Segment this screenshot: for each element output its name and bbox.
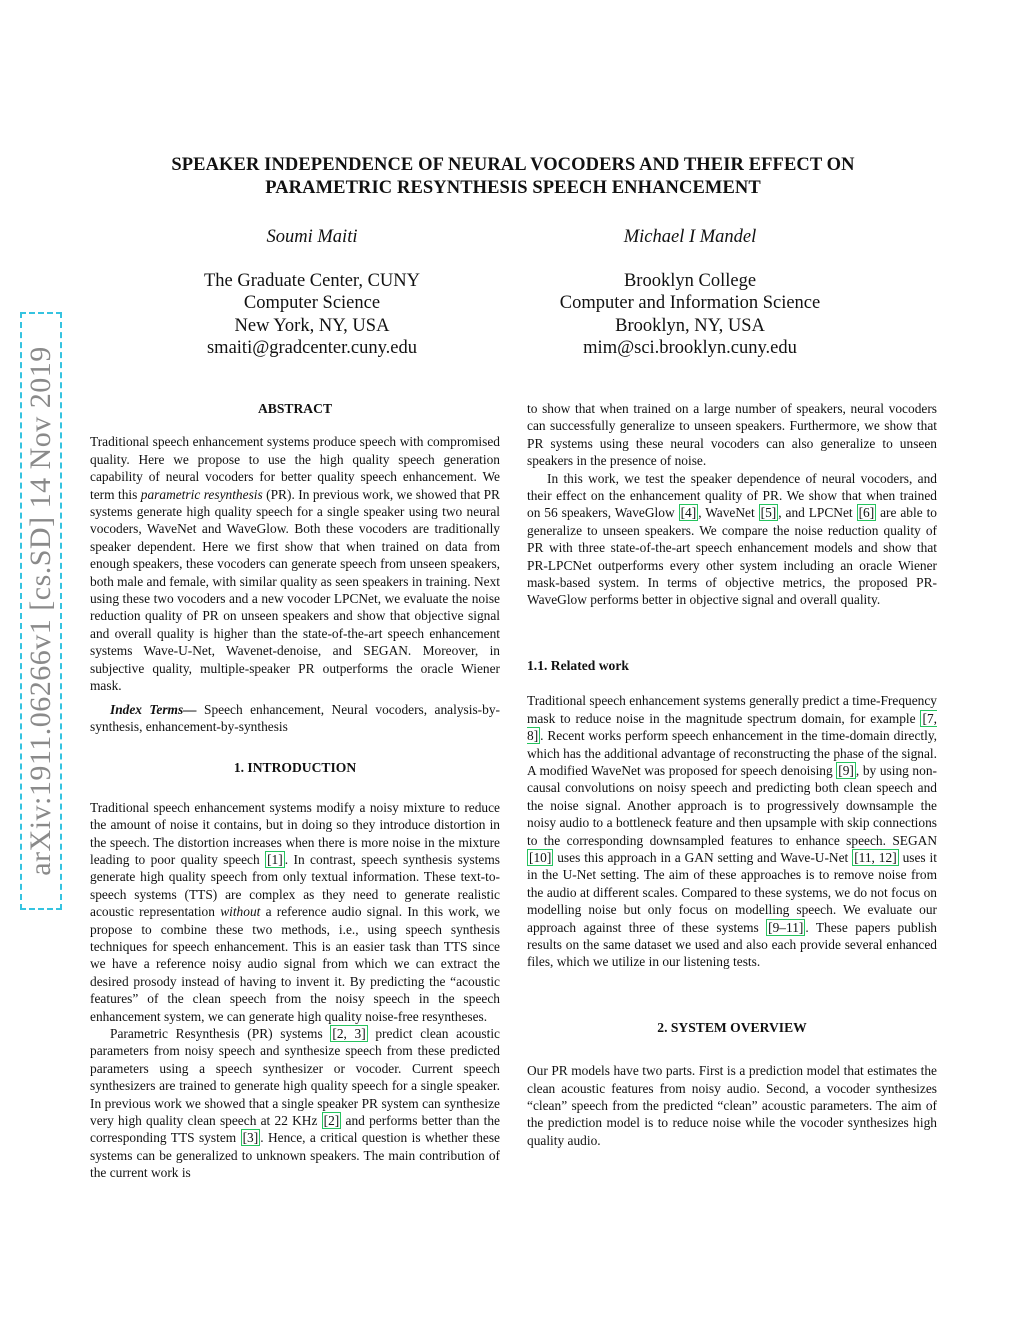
author-block-2 — [480, 226, 900, 360]
related-work-paragraph: Traditional speech enhancement systems generally predict a time-Frequency mask to reduce noise in the magnitude spectrum domain, for example [7, 8] . Recent works perform speech enhancement in the time-domain directly, which has the additional advantage of reconstructing the phase of the signal. A modified WaveNet was proposed for speech denoising [9] , by using non-causal convolutions on noisy speech and predicting both clean speech and the noise signal. Another approach is to progressively downsample the noisy audio to a bottleneck feature and then upsample with skip connections to the corresponding downsampled features to enhance speech. SEGAN [10] uses this approach in a GAN setting and Wave-U-Net [11, 12] uses it in the U-Net setting. The aim of these approaches is to remove noise from the audio at different scales. Compared to these systems, we do not focus on modelling noise but only focus on modelling speech. We evaluate our approach against three of these systems [9–11] . These papers publish results on the same dataset we used and also each provide several enhanced files, which we utilize in our listening tests. — [527, 693, 937, 970]
title-line-1: SPEAKER INDEPENDENCE OF NEURAL VOCODERS AND THEIR EFFECT ON — [171, 155, 855, 175]
author-name: Soumi Maiti — [266, 227, 358, 247]
author-email[interactable]: smaiti@gradcenter.cuny.edu — [206, 338, 417, 358]
intro-paragraph-3: to show that when trained on a large number of speakers, neural vocoders can successfully generalize to unseen speakers. Furthermore, we show that PR systems using these neural vocoders can also generalize to unseen speakers in the presence of noise. — [527, 401, 937, 469]
author-location: Brooklyn, NY, USA — [615, 315, 765, 336]
citation-link[interactable]: [1] — [267, 851, 283, 867]
arxiv-id: arXiv:1911.06266v1 [cs.SD] 14 Nov 2019 — [24, 346, 57, 876]
title-line-2: PARAMETRIC RESYNTHESIS SPEECH ENHANCEMENT — [265, 178, 761, 198]
author-department: Computer and Information Science — [559, 293, 821, 313]
citation-link[interactable]: [4] — [680, 505, 697, 521]
related-work-heading: 1.1. Related work — [527, 657, 629, 673]
citation-link[interactable]: [6] — [858, 505, 875, 521]
author-email[interactable]: mim@sci.brooklyn.cuny.edu — [583, 338, 797, 358]
system-overview-heading: 2. SYSTEM OVERVIEW — [657, 1019, 807, 1035]
citation-link[interactable]: [2] — [323, 1113, 340, 1129]
author-block-1 — [102, 226, 522, 360]
author-location: New York, NY, USA — [234, 315, 390, 336]
arxiv-stamp[interactable] — [20, 312, 62, 910]
left-column — [90, 400, 500, 1182]
citation-link[interactable]: [11, 12] — [854, 849, 897, 865]
abstract-text: Traditional speech enhancement systems produce speech with compromised quality. Here we propose to use the high quality speech generation capability of neural vocoders for better quality speech enhancement. We term this parametric resynthesis (PR). In previous work, we showed that PR systems generate high quality speech for a single speaker using two neural vocoders, WaveNet and WaveGlow. Both these vocoders are traditionally speaker dependent. Here we first show that when trained on data from enough speakers, these vocoders can generate speech from unseen speakers, both male and female, with similar quality as seen speakers in training. Next using these two vocoders and a new vocoder LPCNet, we evaluate the noise reduction quality of PR on unseen speakers and show that objective signal and overall quality is higher than the state-of-the-art speech enhancement systems Wave-U-Net, Wavenet-denoise, and SEGAN. Moreover, in subjective quality, multiple-speaker PR outperforms the oracle Wiener mask. — [90, 434, 500, 694]
author-affiliation: The Graduate Center, CUNY — [203, 270, 421, 291]
citation-link[interactable]: [9] — [838, 762, 854, 778]
citation-link[interactable]: [3] — [242, 1130, 259, 1146]
author-department: Computer Science — [243, 293, 381, 313]
intro-paragraph-2: Parametric Resynthesis (PR) systems [2, 3] predict clean acoustic parameters from noisy speech and synthesize speech from these predicted parameters using a speech synthesizer or vocoder. Current speech synthesizers are trained to generate high quality speech for a single speaker. In previous work we showed that a single speaker PR system can synthesize very high quality clean speech at 22 KHz [2] and performs better than the corresponding TTS system [3] . Hence, a critical question is whether these systems can be generalized to unknown speakers. The main contribution of the current work is — [90, 1026, 500, 1181]
introduction-heading: 1. INTRODUCTION — [233, 760, 357, 776]
paper-title — [90, 154, 936, 200]
author-affiliation: Brooklyn College — [623, 270, 757, 291]
intro-paragraph-4: In this work, we test the speaker dependence of neural vocoders, and their effect on the enhancement quality of PR. We show that when trained on 56 speakers, WaveGlow [4] , WaveNet [5] , and LPCNet [6] are able to generalize to unseen speakers. We compare the noise reduction quality of PR with three state-of-the-art speech enhancement models and show that PR-LPCNet outperforms every other system including an oracle Wiener mask-based system. In terms of objective metrics, the proposed PR-WaveGlow performs better in objective signal and overall quality. — [527, 470, 937, 608]
citation-link[interactable]: [10] — [529, 849, 552, 865]
system-overview-paragraph: Our PR models have two parts. First is a prediction model that estimates the clean acoustic features from noisy audio. Second, a vocoder synthesizes “clean” speech from the predicted “clean” acoustic parameters. The aim of the prediction model is to reduce noise while the vocoder synthesizes high quality audio. — [527, 1063, 937, 1148]
citation-link[interactable]: [5] — [760, 505, 777, 521]
index-terms: Index Terms— Speech enhancement, Neural vocoders, analysis-by-synthesis, enhancement-by-synthesis — [90, 701, 500, 734]
citation-link[interactable]: [9–11] — [768, 919, 804, 935]
abstract-heading: ABSTRACT — [257, 401, 333, 416]
author-name: Michael I Mandel — [623, 227, 757, 247]
right-column — [527, 400, 937, 1149]
intro-paragraph-1: Traditional speech enhancement systems modify a noisy mixture to reduce the amount of noise it contains, but in doing so they introduce distortion in the speech. The distortion increases when there is more noise in the mixture leading to poor quality speech [1] . In contrast, speech synthesis systems generate high quality speech from only textual information. These text-to-speech systems (TTS) are complex as they need to generate realistic acoustic representation without a reference audio signal. In this work, we propose to combine these two methods, i.e., using speech synthesis techniques for speech enhancement. This is an easier task than TTS since we have a reference noisy audio signal from which we can extract the desired prosody instead of having to invent it. By predicting the “acoustic features” of the clean speech from the noisy speech in the speech enhancement system, we can generate high quality noise-free resyntheses. — [90, 799, 500, 1024]
citation-link[interactable]: [7, 8] — [527, 710, 937, 744]
citation-link[interactable]: [2, 3] — [332, 1026, 366, 1041]
